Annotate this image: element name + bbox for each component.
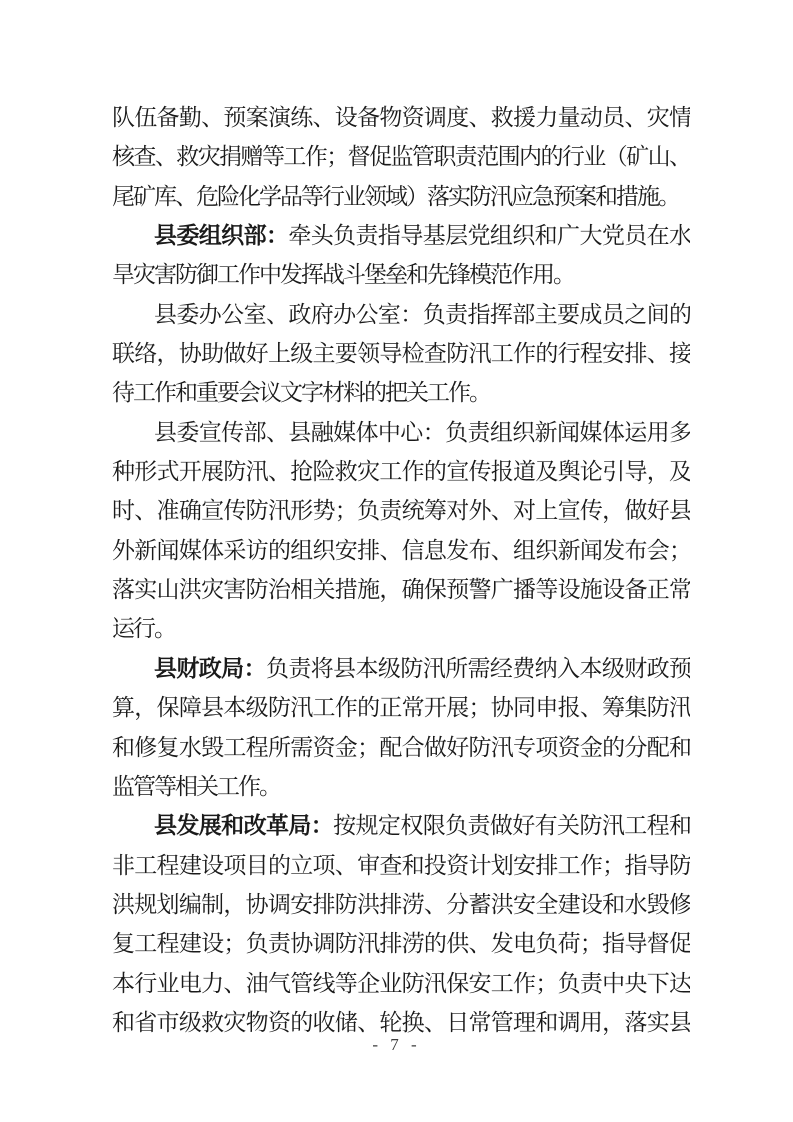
text-line: 县委办公室、政府办公室：负责指挥部主要成员之间的 (154, 301, 690, 327)
text-line (112, 649, 690, 688)
paragraph (112, 295, 690, 413)
text-line: 外新闻媒体采访的组织安排、信息发布、组织新闻发布会； (112, 537, 690, 563)
text-line: 种形式开展防汛、抢险救灾工作的宣传报道及舆论引导，及 (112, 459, 690, 485)
text-line (112, 216, 690, 255)
text-line: 运行。 (112, 616, 175, 642)
department-name: 县委组织部： (154, 222, 289, 249)
document-body (112, 98, 690, 1042)
text-line: 联络，协助做好上级主要领导检查防汛工作的行程安排、接 (112, 341, 690, 367)
text-line: 和修复水毁工程所需资金；配合做好防汛专项资金的分配和 (112, 734, 690, 760)
paragraph (112, 216, 690, 295)
text-line: 和省市级救灾物资的收储、轮换、日常管理和调用，落实县 (112, 1009, 690, 1035)
text-line: 监管等相关工作。 (112, 773, 280, 799)
text-line: 队伍备勤、预案演练、设备物资调度、救援力量动员、灾情 (112, 105, 690, 130)
text-line: 待工作和重要会议文字材料的把关工作。 (112, 380, 490, 406)
paragraph (112, 413, 690, 649)
text-line: 复工程建设；负责协调防汛排涝的供、发电负荷；指导督促 (112, 931, 690, 957)
text-line: 旱灾害防御工作中发挥战斗堡垒和先锋模范作用。 (112, 262, 574, 288)
department-name: 县财政局： (154, 654, 266, 681)
text-line: 算，保障县本级防汛工作的正常开展；协同申报、筹集防汛 (112, 695, 690, 721)
paragraph (112, 806, 690, 1042)
text-line: 时、准确宣传防汛形势；负责统筹对外、对上宣传，做好县 (112, 498, 690, 524)
text-line: 非工程建设项目的立项、审查和投资计划安排工作；指导防 (112, 852, 690, 878)
page-number: - 7 - (372, 1035, 421, 1054)
paragraph (112, 98, 690, 216)
text-line: 尾矿库、危险化学品等行业领域）落实防汛应急预案和措施。 (112, 183, 679, 209)
text-line: 本行业电力、油气管线等企业防汛保安工作；负责中央下达 (112, 970, 690, 996)
line-text: 负责将县本级防汛所需经费纳入本级财政预 (265, 655, 690, 681)
line-text: 按规定权限负责做好有关防汛工程和 (333, 813, 690, 839)
text-line: 核查、救灾捐赠等工作；督促监管职责范围内的行业（矿山、 (112, 144, 690, 170)
text-line (112, 806, 690, 845)
department-name: 县发展和改革局： (154, 812, 334, 839)
text-line: 县委宣传部、县融媒体中心：负责组织新闻媒体运用多 (154, 419, 690, 445)
text-line: 落实山洪灾害防治相关措施，确保预警广播等设施设备正常 (112, 577, 690, 603)
text-line: 洪规划编制，协调安排防洪排涝、分蓄洪安全建设和水毁修 (112, 891, 690, 917)
line-text: 牵头负责指导基层党组织和广大党员在水 (288, 223, 690, 249)
paragraph (112, 649, 690, 806)
